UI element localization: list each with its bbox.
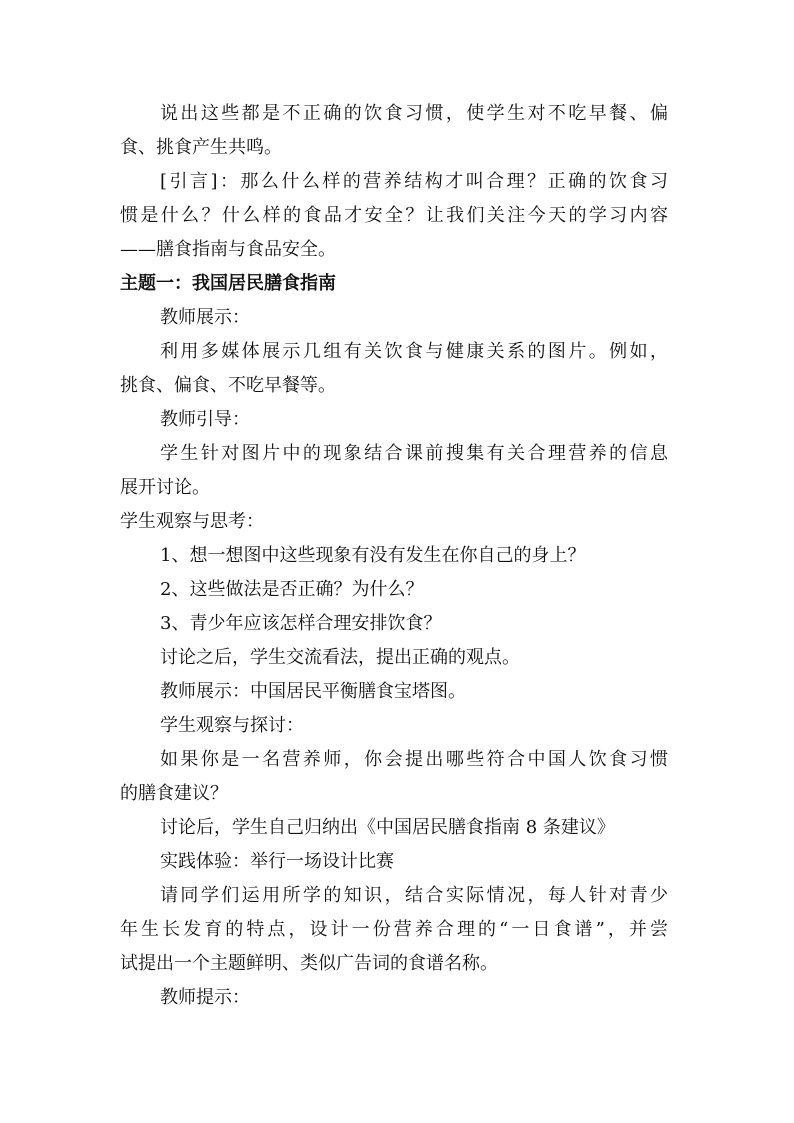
paragraph-line: 年生长发育的特点，设计一份营养合理的“一日食谱”，并尝	[120, 919, 668, 940]
paragraph-line: 食、挑食产生共鸣。	[120, 137, 282, 158]
paragraph-line: 请同学们运用所学的知识，结合实际情况，每人针对青少	[160, 885, 668, 906]
paragraph-line: 讨论后，学生自己归纳出《中国居民膳食指南 8 条建议》	[160, 817, 615, 838]
paragraph-line: 试提出一个主题鲜明、类似广告词的食谱名称。	[120, 953, 498, 974]
list-item: 2、这些做法是否正确？为什么？	[160, 579, 424, 600]
paragraph-line: 学生观察与探讨：	[160, 715, 304, 736]
document-body	[120, 97, 668, 1015]
paragraph-line: 说出这些都是不正确的饮食习惯，使学生对不吃早餐、偏	[160, 103, 668, 124]
paragraph-line: 教师展示：	[160, 307, 250, 328]
paragraph-line: 讨论之后，学生交流看法，提出正确的观点。	[160, 647, 520, 668]
paragraph-line: 利用多媒体展示几组有关饮食与健康关系的图片。例如，	[160, 341, 668, 362]
section-heading: 主题一：我国居民膳食指南	[120, 273, 336, 294]
paragraph-line: 惯是什么？什么样的食品才安全？让我们关注今天的学习内容	[120, 205, 668, 226]
paragraph-line: 的膳食建议？	[120, 783, 228, 804]
paragraph-line: 学生观察与思考：	[120, 511, 264, 532]
paragraph-line: 挑食、偏食、不吃早餐等。	[120, 375, 336, 396]
paragraph-line: 教师提示：	[160, 987, 250, 1008]
paragraph-line: 学生针对图片中的现象结合课前搜集有关合理营养的信息	[160, 443, 668, 464]
paragraph-line: 教师展示：中国居民平衡膳食宝塔图。	[160, 681, 466, 702]
paragraph-line: 实践体验：举行一场设计比赛	[160, 851, 394, 872]
paragraph-line: [引言]：那么什么样的营养结构才叫合理？正确的饮食习	[160, 171, 668, 192]
list-item: 3、青少年应该怎样合理安排饮食？	[160, 613, 442, 634]
paragraph-line: 如果你是一名营养师，你会提出哪些符合中国人饮食习惯	[160, 749, 668, 770]
list-item: 1、想一想图中这些现象有没有发生在你自己的身上？	[160, 545, 586, 566]
paragraph-line: ——膳食指南与食品安全。	[120, 239, 336, 260]
paragraph-line: 展开讨论。	[120, 477, 210, 498]
paragraph-line: 教师引导：	[160, 409, 250, 430]
